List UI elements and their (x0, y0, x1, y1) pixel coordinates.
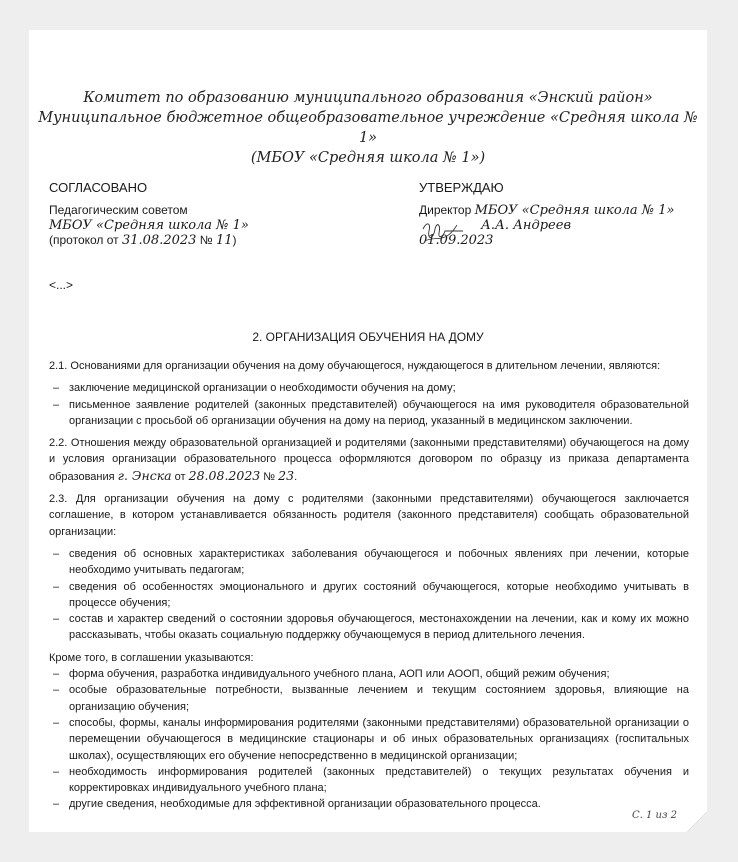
document-header (29, 88, 707, 168)
protocol-date: 31.08.2023 (121, 233, 197, 248)
document-body (49, 358, 689, 819)
clause-2-2-end: . (294, 470, 298, 483)
list-item (49, 796, 689, 812)
list-item (49, 579, 689, 612)
protocol-number: 11 (215, 233, 233, 248)
list-item-text: сведения об особенностях эмоционального и других состояний обучающегося, которые необходимо учитывать в процессе обучения; (69, 580, 689, 609)
director-school: МБОУ «Средняя школа № 1» (474, 203, 675, 218)
list-item-text: форма обучения, разработка индивидуального учебного плана, АОП или АООП, общий режим обучения; (69, 668, 610, 681)
protocol-prefix: (протокол от (49, 233, 122, 247)
agreed-school: МБОУ «Средняя школа № 1» (49, 218, 249, 233)
agreed-protocol (49, 233, 379, 248)
protocol-suffix: ) (232, 233, 237, 247)
director-line (419, 203, 709, 218)
list-item-text: заключение медицинской организации о необходимости обучения на дому; (69, 382, 456, 395)
clause-additional-list (49, 666, 689, 813)
approval-agreed-block (49, 180, 379, 248)
dash-icon: – (53, 668, 60, 681)
list-item (49, 764, 689, 797)
clause-2-1: 2.1. Основаниями для организации обучения на дому обучающегося, нуждающегося в длительном лечении, являются: (49, 360, 661, 372)
clause-2-2 (49, 435, 689, 485)
agreed-caption: СОГЛАСОВАНО (49, 180, 148, 195)
header-school-short: (МБОУ «Средняя школа № 1») (250, 150, 486, 166)
page-number: С. 1 из 2 (632, 810, 677, 821)
clause-2-1-list (49, 380, 689, 429)
list-item (49, 380, 689, 396)
list-item-text: способы, формы, каналы информирования родителями (законными представителями) образовательной организации о перемещении обучающегося в медицинские стационары и об иных образовательных организациях (госпитальных школах), осуществляющих его обучение непосредственно в медицинской организации; (69, 716, 689, 762)
list-item-text: особые образовательные потребности, вызванные лечением и текущим состоянием здоровья, влияющие на организацию обучения; (69, 684, 689, 713)
list-item (49, 666, 689, 682)
clause-2-2-city: г. Энска (117, 467, 172, 483)
omission-marker: <...> (49, 278, 74, 292)
clause-2-2-from: от (171, 470, 189, 483)
clause-2-2-number-sign: № (260, 470, 279, 483)
director-name: А.А. Андреев (481, 218, 572, 233)
clause-2-2-date: 28.08.2023 (188, 467, 261, 483)
dash-icon: – (53, 716, 60, 729)
dash-icon: – (53, 547, 60, 560)
dash-icon: – (53, 684, 60, 697)
director-position: Директор (419, 203, 472, 217)
dash-icon: – (53, 613, 60, 626)
list-item (49, 397, 689, 430)
list-item-text: состав и характер сведений о состоянии здоровья обучающегося, местонахождении на лечении, как и кому их можно рассказывать, чтобы оказать социальную поддержку обучающемуся в период длительного лечения. (69, 613, 689, 642)
dash-icon: – (53, 798, 60, 811)
clause-2-3: 2.3. Для организации обучения на дому с родителями (законными представителями) обучающегося заключается соглашение, в котором устанавливается обязанность родителя (законного представителя) сообщать образовательной организации: (49, 493, 689, 538)
list-item (49, 715, 689, 764)
dash-icon: – (53, 580, 60, 593)
list-item-text: письменное заявление родителей (законных представителей) обучающегося на имя руководителя образовательной организации с просьбой об организации обучения на дому на период, указанный в медицинском заключении. (69, 398, 689, 427)
list-item (49, 611, 689, 644)
clause-2-2-number: 23 (278, 467, 295, 483)
signature-icon (419, 219, 465, 249)
list-item-text: необходимость информирования родителей (законных представителей) о текущих результатах обучения и корректировках индивидуального учебного плана; (69, 765, 689, 795)
clause-2-3-list (49, 546, 689, 644)
dash-icon: – (53, 765, 60, 778)
dash-icon: – (53, 382, 60, 395)
approval-approved-block (419, 180, 709, 248)
dash-icon: – (53, 398, 60, 411)
header-school: Муниципальное бюджетное общеобразовательное учреждение «Средняя школа № 1» (38, 110, 698, 146)
header-committee: Комитет по образованию муниципального образования «Энский район» (83, 90, 653, 106)
list-item (49, 546, 689, 579)
agreed-council: Педагогическим советом (49, 203, 188, 217)
protocol-number-sign: № (196, 233, 216, 247)
clause-2-2-text: 2.2. Отношения между образовательной организацией и родителями (законными представителями) обучающегося на дому и условия организации образовательного процесса оформляются договором по образцу из приказа департамента образования (49, 437, 689, 483)
approval-date: 01.09.2023 (419, 233, 494, 248)
list-item-text: другие сведения, необходимые для эффективной организации образовательного процесса. (69, 798, 541, 811)
list-item (49, 682, 689, 715)
section-title: 2. ОРГАНИЗАЦИЯ ОБУЧЕНИЯ НА ДОМУ (252, 330, 484, 344)
list-item-text: сведения об основных характеристиках заболевания обучающегося и побочных явлениях при лечении, которые необходимо учитывать педагогам; (69, 547, 689, 577)
document-page (29, 30, 707, 832)
approved-caption: УТВЕРЖДАЮ (419, 180, 504, 195)
clause-additional: Кроме того, в соглашении указываются: (49, 651, 254, 664)
page-corner-fold-icon (687, 812, 707, 832)
approved-content (419, 203, 709, 248)
